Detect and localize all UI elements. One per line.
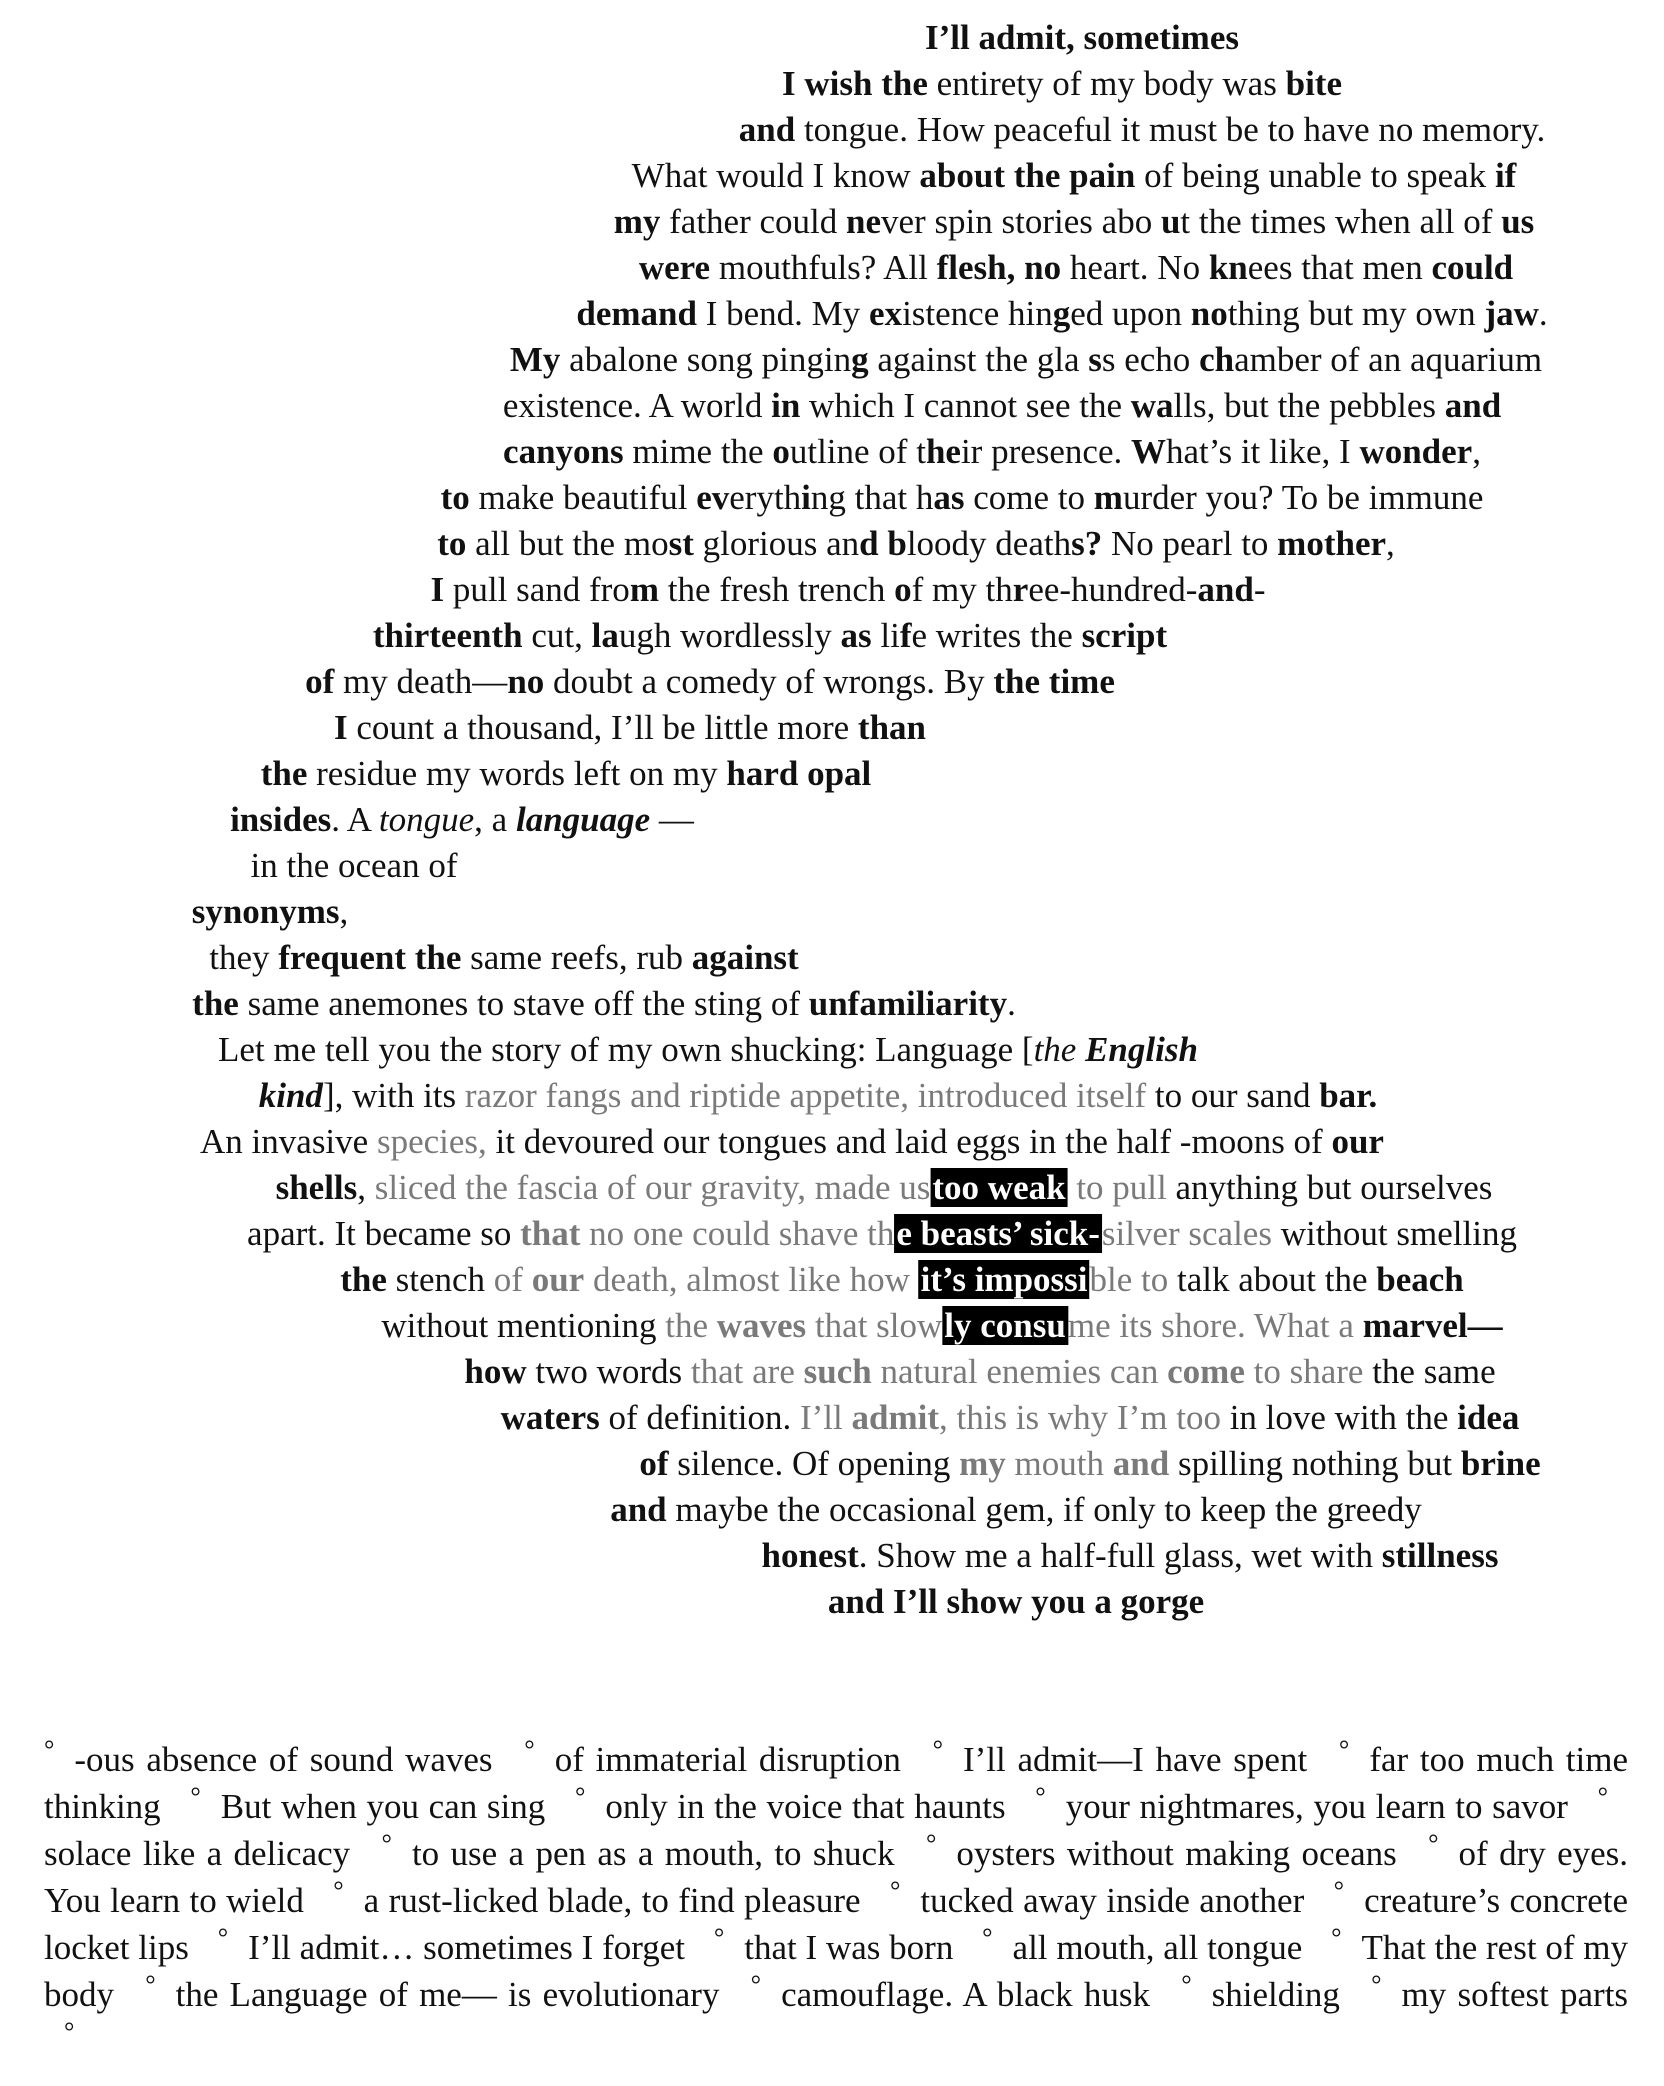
poem-text-segment: mouthfuls? All xyxy=(710,248,937,287)
poem-text-segment: I xyxy=(430,570,445,609)
poem-text-segment: , xyxy=(1472,432,1481,471)
poem-text-segment: I wish the xyxy=(782,64,937,103)
poem-text-segment: and xyxy=(1197,570,1254,609)
poem-text-segment: the time xyxy=(993,662,1115,701)
poem-text-segment: hard opal xyxy=(726,754,872,793)
poem-line xyxy=(503,430,1481,474)
poem-text-segment: My xyxy=(509,340,561,379)
poem-text-segment: admit xyxy=(851,1398,939,1437)
poem-line xyxy=(251,844,458,888)
poem-text-segment: istence hin xyxy=(902,294,1053,333)
poem-line xyxy=(576,292,1547,336)
poem-text-segment: bar. xyxy=(1319,1076,1378,1115)
poem-text-segment: without smelling xyxy=(1271,1214,1517,1253)
prose-fragment: that I was born xyxy=(744,1928,954,1967)
poem-text-segment: canyons xyxy=(503,432,624,471)
poem-text-segment: the same xyxy=(1363,1352,1496,1391)
poem-text-segment: pull sand fro xyxy=(444,570,630,609)
poem-text-segment: m xyxy=(1093,478,1123,517)
poem-text-segment: abalone song pingin xyxy=(560,340,852,379)
poem-text-segment: li xyxy=(871,616,900,655)
ring-icon: ° xyxy=(1035,1782,1046,1812)
poem-line xyxy=(639,1442,1540,1486)
poem-text-segment: and xyxy=(610,1490,667,1529)
poem-text-segment: and xyxy=(738,110,796,149)
ring-icon: ° xyxy=(1428,1829,1439,1859)
ring-icon: ° xyxy=(750,1970,762,2000)
poem-text-segment: beach xyxy=(1376,1260,1464,1299)
poem-text-segment: of xyxy=(493,1260,532,1299)
poem-text-segment: I’ll xyxy=(799,1398,852,1437)
poem-text-segment: against xyxy=(691,938,799,977)
poem-text-segment: about the pain xyxy=(919,156,1136,195)
poem-text-segment: synonyms xyxy=(191,892,340,931)
poem-text-segment: tongue. How peaceful it must be to have no memory. xyxy=(795,110,1546,149)
poem-text-segment: hat’s it like, I xyxy=(1165,432,1360,471)
poem-text-segment: ex xyxy=(869,294,903,333)
poem-text-segment: no xyxy=(507,662,545,701)
poem-text-segment: entirety of my body was xyxy=(936,64,1286,103)
ring-icon: ° xyxy=(932,1735,943,1765)
poem-line xyxy=(381,1304,1502,1348)
ring-icon: ° xyxy=(1597,1782,1609,1812)
poem-line xyxy=(501,1396,1520,1440)
poem-line xyxy=(200,1120,1384,1164)
ring-icon: ° xyxy=(64,2017,75,2047)
poem-line xyxy=(437,522,1395,566)
poem-line xyxy=(218,1028,1198,1072)
prose-fragment: of immaterial disruption xyxy=(554,1740,901,1779)
prose-fragment: camouflage. A black husk xyxy=(781,1975,1150,2014)
poem-text-segment: how xyxy=(464,1352,527,1391)
poem-text-segment: la xyxy=(591,616,619,655)
poem-text-segment: razor fangs and riptide appetite, introduced itself xyxy=(464,1076,1147,1115)
poem-text-segment: two words xyxy=(526,1352,691,1391)
poem-line xyxy=(739,108,1545,152)
poem-text-segment: our xyxy=(1331,1122,1384,1161)
ring-icon: ° xyxy=(713,1923,725,1953)
poem-line xyxy=(632,154,1517,198)
poem-line xyxy=(261,752,872,796)
poem-text-segment: g xyxy=(851,340,869,379)
poem-text-segment: to xyxy=(437,524,467,563)
ring-icon: ° xyxy=(217,1923,229,1953)
poem-line xyxy=(305,660,1115,704)
poem-text-segment: . xyxy=(1538,294,1548,333)
redacted-phrase: it’s impossi xyxy=(920,1260,1088,1299)
poem-text-segment: W xyxy=(1130,432,1166,471)
poem-text-segment: insides xyxy=(230,800,332,839)
poem-text-segment: ne xyxy=(846,202,881,241)
poem-text-segment: and xyxy=(1444,386,1502,425)
poem-text-segment: thing but my own xyxy=(1227,294,1485,333)
ring-icon: ° xyxy=(925,1829,937,1859)
poem-text-segment: urder you? To be immune xyxy=(1122,478,1484,517)
poem-line xyxy=(782,62,1342,106)
poem-text-segment: g xyxy=(1052,294,1071,333)
ring-icon: ° xyxy=(574,1782,586,1812)
prose-fragment: tucked away inside another xyxy=(920,1881,1305,1920)
poem-text-segment: to pull xyxy=(1067,1168,1167,1207)
poem-text-segment: mouth xyxy=(1005,1444,1113,1483)
poem-text-segment: father could xyxy=(660,202,846,241)
ring-icon: ° xyxy=(1331,1923,1342,1953)
poem-text-segment: frequent the xyxy=(278,938,462,977)
poem-text-segment: glorious an xyxy=(693,524,860,563)
poem-line xyxy=(192,982,1016,1026)
poem-text-segment: species, xyxy=(376,1122,487,1161)
prose-fragment: the Language of me— is evolutionary xyxy=(175,1975,720,2014)
poem-line xyxy=(610,1488,1422,1532)
ring-icon: ° xyxy=(524,1735,535,1765)
ring-icon: ° xyxy=(982,1923,993,1953)
poem-text-segment: - xyxy=(1253,570,1266,609)
poem-text-segment: make beautiful xyxy=(469,478,697,517)
ring-icon: ° xyxy=(1338,1735,1350,1765)
poem-text-segment: against the gla xyxy=(868,340,1089,379)
poem-text-segment: unfamiliarity xyxy=(808,984,1008,1023)
poem-text-segment: o xyxy=(894,570,912,609)
poem-text-segment: were xyxy=(638,248,711,287)
poem-text-segment: — xyxy=(650,800,694,839)
poem-line xyxy=(614,200,1535,244)
poem-text-segment: utline of t xyxy=(789,432,926,471)
poem-text-segment: spilling nothing but xyxy=(1169,1444,1461,1483)
poem-text-segment: wa xyxy=(1130,386,1174,425)
poem-text-segment: our xyxy=(531,1260,585,1299)
prose-fragment: I’ll admit—I have spent xyxy=(962,1740,1308,1779)
poem-text-segment: bite xyxy=(1285,64,1342,103)
poem-text-segment: as xyxy=(933,478,965,517)
poem-text-segment: kind xyxy=(258,1076,323,1115)
poem-text-segment: mime the xyxy=(623,432,773,471)
prose-fragment: my softest parts xyxy=(1401,1975,1629,2014)
poem-text-segment: mother xyxy=(1277,524,1387,563)
poem-text-segment: to xyxy=(440,478,470,517)
poem-text-segment: An invasive xyxy=(200,1122,377,1161)
ring-icon: ° xyxy=(145,1970,156,2000)
poem-text-segment: m xyxy=(629,570,659,609)
poem-line xyxy=(276,1166,1493,1210)
poem-line xyxy=(762,1534,1499,1578)
prose-fragment: creature’s concrete locket lips xyxy=(44,1881,1628,1967)
poem-text-segment: in love with the xyxy=(1220,1398,1458,1437)
poem-text-segment: doubt a comedy of wrongs. By xyxy=(544,662,994,701)
poem-text-segment: existence. A world xyxy=(502,386,772,425)
redacted-phrase: ly consu xyxy=(944,1306,1066,1345)
poem-text-segment: shells xyxy=(275,1168,358,1207)
poem-text-segment: ees that men xyxy=(1247,248,1432,287)
poem-text-segment: st xyxy=(668,524,694,563)
prose-fragment: all mouth, all tongue xyxy=(1012,1928,1303,1967)
poem-text-segment: waters xyxy=(500,1398,600,1437)
poem-text-segment: ch xyxy=(1199,340,1235,379)
poem-line xyxy=(192,890,349,934)
poem-text-segment: , xyxy=(339,892,349,931)
poem-text-segment: , a xyxy=(474,800,516,839)
poem-text-segment: idea xyxy=(1457,1398,1520,1437)
poem-text-segment: ee-hundred- xyxy=(1028,570,1198,609)
poem-text-segment: of definition. xyxy=(599,1398,800,1437)
poem-text-segment: it devoured our tongues and laid eggs in the half -moons of xyxy=(486,1122,1332,1161)
poem-text-segment: wonder xyxy=(1359,432,1473,471)
prose-fragment: I’ll admit… sometimes I forget xyxy=(248,1928,686,1967)
poem-text-segment: English xyxy=(1085,1030,1198,1069)
prose-fragment: That the rest of my body xyxy=(44,1928,1629,2014)
poem-text-segment: the xyxy=(1033,1030,1086,1069)
poem-text-segment: they xyxy=(209,938,279,977)
poem-text-segment: f my th xyxy=(911,570,1013,609)
poem-text-segment: Let me tell you the story of my own shucking: Language [ xyxy=(218,1030,1034,1069)
poem-text-segment: . Show me a half-full glass, wet with xyxy=(858,1536,1382,1575)
poem-line xyxy=(431,568,1266,612)
poem-text-segment: language xyxy=(515,800,651,839)
poem-text-segment: in xyxy=(771,386,801,425)
poem-text-segment: demand xyxy=(576,294,697,333)
poem-text-segment: of xyxy=(305,662,335,701)
poem-text-segment: ], with its xyxy=(322,1076,465,1115)
poem-text-segment: u xyxy=(1160,202,1181,241)
poem-line xyxy=(230,798,694,842)
poem-text-segment: . A xyxy=(331,800,379,839)
poem-text-segment: amber of an aquarium xyxy=(1234,340,1543,379)
poem-text-segment: count a thousand, I’ll be little more xyxy=(347,708,858,747)
poem-text-segment: my xyxy=(613,202,661,241)
poem-text-segment: d b xyxy=(859,524,907,563)
poem-text-segment: eryth xyxy=(729,478,802,517)
poem-text-segment: maybe the occasional gem, if only to keep the greedy xyxy=(666,1490,1422,1529)
poem-text-segment: and xyxy=(1112,1444,1170,1483)
poem-text-segment: the xyxy=(665,1306,717,1345)
prose-fragment: But when you can sing xyxy=(220,1787,546,1826)
poem-text-segment: me its shore. What a xyxy=(1067,1306,1363,1345)
poem-text-segment: same reefs, rub xyxy=(461,938,692,977)
poem-text-segment: ver spin stories abo xyxy=(881,202,1161,241)
poem-text-segment: if xyxy=(1494,156,1517,195)
poem-text-segment: o xyxy=(772,432,790,471)
poem-line xyxy=(334,706,926,750)
ring-icon: ° xyxy=(381,1829,392,1859)
poem-text-segment: the xyxy=(192,984,239,1023)
poem-text-segment: heart. No xyxy=(1061,248,1209,287)
prose-fragment: your nightmares, you learn to savor xyxy=(1065,1787,1568,1826)
poem-line xyxy=(510,338,1542,382)
poem-text-segment: death, almost like how xyxy=(584,1260,919,1299)
poem-text-segment: could xyxy=(1431,248,1514,287)
poem-text-segment: tongue xyxy=(378,800,475,839)
prose-fragment: solace like a delicacy xyxy=(44,1834,351,1873)
poem-line xyxy=(925,16,1239,60)
poem-text-segment: my death— xyxy=(334,662,508,701)
poem-text-segment: I bend. My xyxy=(696,294,870,333)
poem-text-segment: the xyxy=(340,1260,387,1299)
poem-text-segment: s? xyxy=(1071,524,1103,563)
poem-text-segment: silence. Of opening xyxy=(668,1444,960,1483)
poem-text-segment: s echo xyxy=(1101,340,1200,379)
poem-text-segment: ble to xyxy=(1089,1260,1169,1299)
poem-text-segment: I’ll admit, sometimes xyxy=(925,18,1239,57)
poem-text-segment: no one could shave th xyxy=(580,1214,895,1253)
poem-text-segment: honest xyxy=(761,1536,859,1575)
poem-text-segment: r xyxy=(1012,570,1029,609)
poem-text-segment: waves xyxy=(716,1306,807,1345)
prose-fragment: a rust-licked blade, to find pleasure xyxy=(363,1881,861,1920)
poem-text-segment: ed upon xyxy=(1070,294,1191,333)
poem-text-segment: to our sand xyxy=(1146,1076,1320,1115)
poem-line xyxy=(464,1350,1495,1394)
poem-text-segment: e writes the xyxy=(911,616,1082,655)
poem-text-segment: stench xyxy=(386,1260,494,1299)
prose-fragment: oysters without making oceans xyxy=(956,1834,1397,1873)
poem-text-segment: sliced the fascia of our gravity, made us xyxy=(374,1168,931,1207)
poem-text-segment: of xyxy=(639,1444,669,1483)
poem-text-segment: he xyxy=(925,432,961,471)
poem-text-segment: , xyxy=(1386,524,1395,563)
prose-fragment: far too much time thinking xyxy=(44,1740,1629,1826)
poem-text-segment: marvel— xyxy=(1362,1306,1503,1345)
poem-text-segment: loody death xyxy=(906,524,1072,563)
poem-line xyxy=(247,1212,1517,1256)
poem-text-segment: all but the mo xyxy=(466,524,669,563)
prose-footer xyxy=(44,1736,1628,2065)
prose-fragment: to use a pen as a mouth, to shuck xyxy=(411,1834,895,1873)
poem-text-segment: in the ocean of xyxy=(250,846,458,885)
poem-text-segment: us xyxy=(1501,202,1535,241)
poem-line xyxy=(340,1258,1464,1302)
poem-text-segment: that xyxy=(520,1214,581,1253)
poem-text-segment: and I’ll show you a gorge xyxy=(827,1582,1205,1621)
poem-text-segment: that slow xyxy=(806,1306,943,1345)
poem-text-segment: apart. It became so xyxy=(247,1214,521,1253)
poem-text-segment: brine xyxy=(1460,1444,1541,1483)
poem-line xyxy=(441,476,1484,520)
poem-line xyxy=(209,936,798,980)
poem-text-segment: t the times when all of xyxy=(1180,202,1502,241)
poem-text-segment: jaw xyxy=(1484,294,1539,333)
poem-text-segment: ev xyxy=(696,478,730,517)
poem-text-segment: my xyxy=(959,1444,1006,1483)
poem-text-segment: of being unable to speak xyxy=(1135,156,1495,195)
poem-text-segment: , this is why I’m too xyxy=(938,1398,1221,1437)
poem-text-segment: no xyxy=(1190,294,1228,333)
poem-text-segment: ugh wordlessly xyxy=(618,616,841,655)
poem-text-segment: which I cannot see the xyxy=(800,386,1131,425)
poem-text-segment: anything but ourselves xyxy=(1166,1168,1493,1207)
ring-icon: ° xyxy=(1371,1970,1382,2000)
poem-text-segment: that are xyxy=(690,1352,804,1391)
ring-icon: ° xyxy=(44,1735,55,1765)
poem-text-segment: s xyxy=(1088,340,1102,379)
poem-text-segment: script xyxy=(1081,616,1168,655)
poem-text-segment: the xyxy=(260,754,308,793)
poem-line xyxy=(259,1074,1378,1118)
poem-text-segment: , xyxy=(357,1168,375,1207)
poem-text-segment: such xyxy=(803,1352,872,1391)
poem-text-segment: No pearl to xyxy=(1102,524,1278,563)
prose-fragment: of dry eyes. You learn to wield xyxy=(44,1834,1629,1920)
prose-fragment: shielding xyxy=(1211,1975,1340,2014)
poem-text-segment: stillness xyxy=(1381,1536,1499,1575)
redacted-phrase: e beasts’ sick- xyxy=(896,1214,1100,1253)
poem-text-segment: natural enemies can xyxy=(871,1352,1168,1391)
ring-icon: ° xyxy=(1333,1876,1345,1906)
poem-text-segment: than xyxy=(857,708,927,747)
poem-line xyxy=(503,384,1501,428)
poem-text-segment: same anemones to stave off the sting of xyxy=(238,984,809,1023)
ring-icon: ° xyxy=(889,1876,901,1906)
poem-text-segment: What would I know xyxy=(631,156,920,195)
poem-text-segment: ng that h xyxy=(810,478,934,517)
ring-icon: ° xyxy=(333,1876,344,1906)
poem-text-segment: without mentioning xyxy=(381,1306,666,1345)
prose-fragment: only in the voice that haunts xyxy=(605,1787,1006,1826)
poem-line xyxy=(373,614,1167,658)
redacted-phrase: too weak xyxy=(932,1168,1066,1207)
ring-icon: ° xyxy=(190,1782,201,1812)
poem-text-segment: as xyxy=(840,616,872,655)
prose-fragment: -ous absence of sound waves xyxy=(74,1740,493,1779)
poem-text-segment: I xyxy=(333,708,348,747)
poem-text-segment: flesh, no xyxy=(936,248,1062,287)
poem-text-segment: kn xyxy=(1208,248,1248,287)
poem-text-segment: the fresh trench xyxy=(658,570,895,609)
poem-text-segment: to share xyxy=(1244,1352,1364,1391)
poem-text-segment: . xyxy=(1007,984,1016,1023)
poem-text-segment: thirteenth xyxy=(372,616,523,655)
poem-text-segment: lls, but the pebbles xyxy=(1173,386,1445,425)
poem-text-segment: ir presence. xyxy=(960,432,1131,471)
poem-text-segment: talk about the xyxy=(1168,1260,1377,1299)
ring-icon: ° xyxy=(1181,1970,1192,2000)
poem-text-segment: f xyxy=(899,616,912,655)
poem-text-segment: i xyxy=(801,478,811,517)
poem-text-segment: cut, xyxy=(522,616,592,655)
poem-text-segment: silver scales xyxy=(1101,1214,1272,1253)
poem-text-segment: come to xyxy=(964,478,1094,517)
poem-text-segment: residue my words left on my xyxy=(307,754,727,793)
poem-line xyxy=(639,246,1513,290)
poem-line xyxy=(828,1580,1204,1624)
poem-text-segment: come xyxy=(1167,1352,1245,1391)
